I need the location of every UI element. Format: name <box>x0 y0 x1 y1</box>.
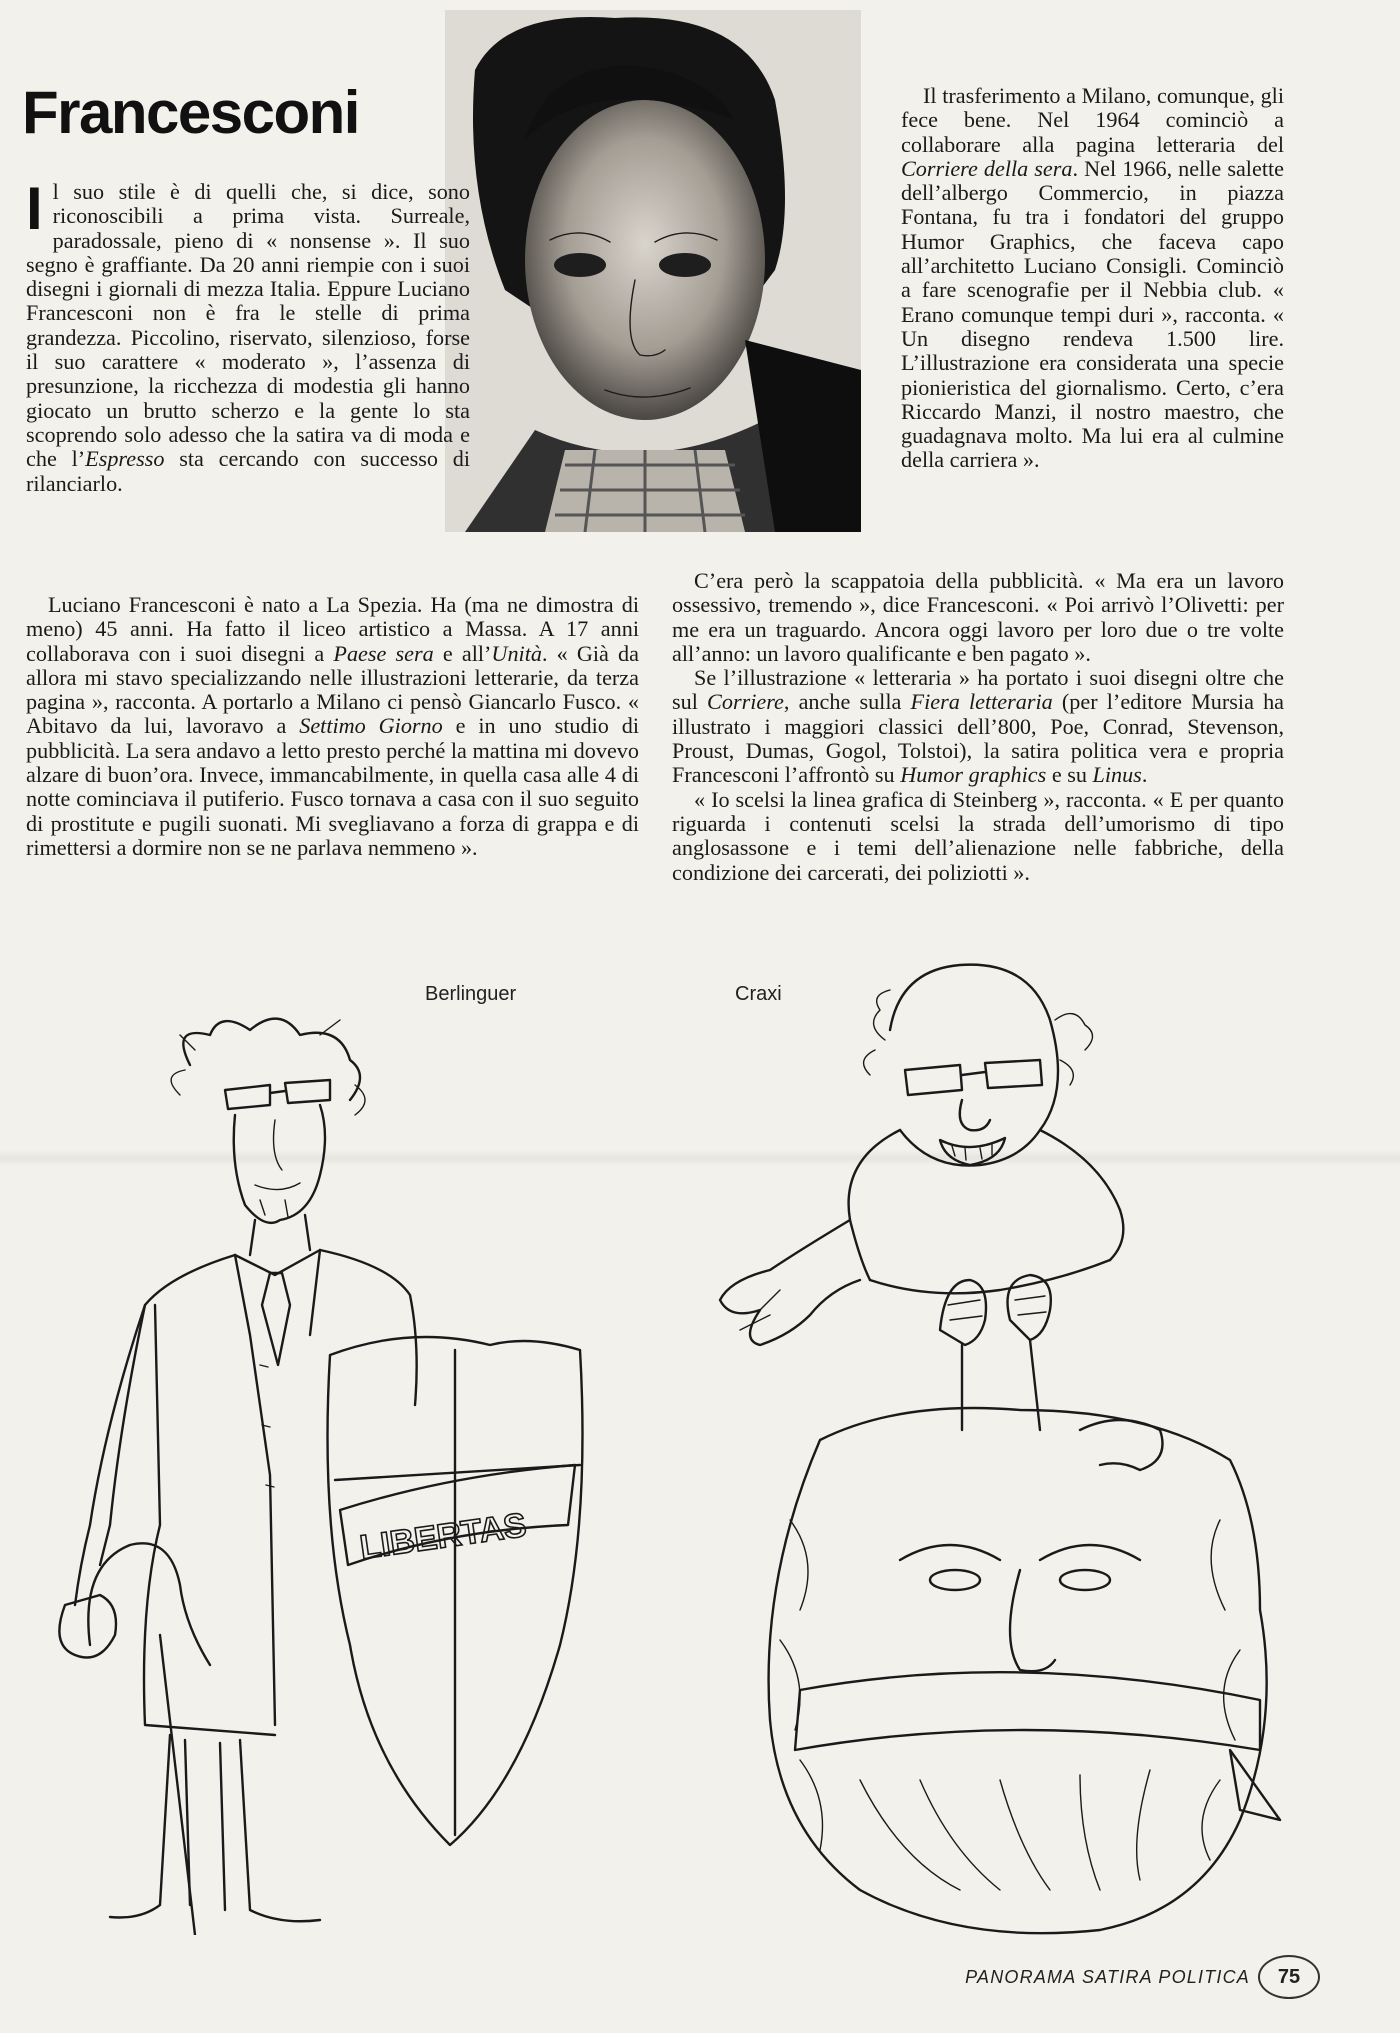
craxi-caricature <box>700 960 1360 1940</box>
article-column-right <box>901 84 1284 473</box>
page-footer <box>965 1955 1320 1999</box>
article-paragraph: Il trasferimento a Milano, comunque, gli fece bene. Nel 1964 cominciò a collaborare alla pagina letteraria del Corriere della sera. Nel 1966, nelle salette dell’albergo Commercio, in piazza Fontana, fu tra i fondatori del gruppo Humor Graphics, che faceva capo all’architetto Luciano Consigli. Cominciò a fare scenografie per il Nebbia club. « Erano comunque tempi duri », racconta. « Un disegno rendeva 1.500 lire. L’illustrazione era considerata una specie pionieristica del giornalismo. Certo, c’era Riccardo Manzi, il nostro maestro, che guadagnava molto. Ma lui era al culmine della carriera ». <box>901 83 1284 473</box>
page-number: 75 <box>1258 1955 1320 1999</box>
article-paragraph: Il suo stile è di quelli che, si dice, sono riconoscibili a prima vista. Surreale, paradossale, pieno di « nonsense ». Il suo segno è graffiante. Da 20 anni riempie con i suoi disegni i giornali di mezza Italia. Eppure Luciano Francesconi non è fra le stelle di prima grandezza. Piccolino, riservato, silenzioso, forse il suo carattere « moderato », l’assenza di presunzione, la ricchezza di modestia gli hanno giocato un brutto scherzo e la gente lo sta scoprendo solo adesso che la satira va di moda e che l’Espresso sta cercando con successo di rilanciarlo. <box>26 175 471 496</box>
berlinguer-caricature-icon <box>20 1005 660 1935</box>
article-paragraph: Luciano Francesconi è nato a La Spezia. Ha (ma ne dimostra di meno) 45 anni. Ha fatto il liceo artistico a Massa. A 17 anni collaborava con i suoi disegni a Paese sera e all’Unità. « Già da allora mi stavo specializzando nelle illustrazioni letterarie, da terza pagina », racconta. A portarlo a Milano ci pensò Giancarlo Fusco. « Abitavo da lui, lavoravo a Settimo Giorno e in uno studio di pubblicità. La sera andavo a letto presto perché la mattina mi dovevo alzare di buon’ora. Invece, immancabilmente, in quella casa alle 4 di notte cominciava il putiferio. Fusco tornava a casa con il suo seguito di prostitute e pugili suonati. Mi svegliavano a forza di grappa e di rimettersi a dormire non se ne parlava nemmeno ». <box>26 592 639 860</box>
publication-name: PANORAMA SATIRA POLITICA <box>965 1966 1250 1987</box>
portrait-photo-icon <box>445 10 861 532</box>
caption-craxi: Craxi <box>735 983 782 1005</box>
article-column-left-lower <box>26 593 639 860</box>
article-title: Francesconi <box>22 79 359 146</box>
page-fold-shadow <box>0 1150 1400 1166</box>
caption-berlinguer: Berlinguer <box>425 983 517 1005</box>
article-paragraph: « Io scelsi la linea grafica di Steinberg », racconta. « E per quanto riguarda i contenuti scelsi la strada dell’umorismo di tipo anglosassone e i temi dell’alienazione nelle fabbriche, della condizione dei carcerati, dei poliziotti ». <box>672 786 1284 885</box>
drop-cap: I <box>26 175 43 242</box>
shield-text: LIBERTAS <box>357 1505 529 1567</box>
article-paragraph: Se l’illustrazione « letteraria » ha portato i suoi disegni oltre che sul Corriere, anche sulla Fiera letteraria (per l’editore Mursia ha illustrato i maggiori classici dell’800, Poe, Conrad, Stevenson, Proust, Dumas, Gogol, Tolstoi), la satira politica vera e propria Francesconi l’affrontò su Humor graphics e su Linus. <box>672 665 1285 788</box>
craxi-caricature-icon <box>700 960 1360 1940</box>
article-paragraph: C’era però la scappatoia della pubblicità. « Ma era un lavoro ossessivo, tremendo », dice Francesconi. « Poi arrivò l’Olivetti: per me era un traguardo. Ancora oggi lavoro per loro due o tre volte all’anno: un lavoro qualificante e ben pagato ». <box>672 568 1284 666</box>
article-column-right-lower <box>672 569 1284 885</box>
portrait-photo <box>445 10 861 532</box>
article-column-left <box>26 175 471 496</box>
berlinguer-caricature <box>20 1005 660 1935</box>
